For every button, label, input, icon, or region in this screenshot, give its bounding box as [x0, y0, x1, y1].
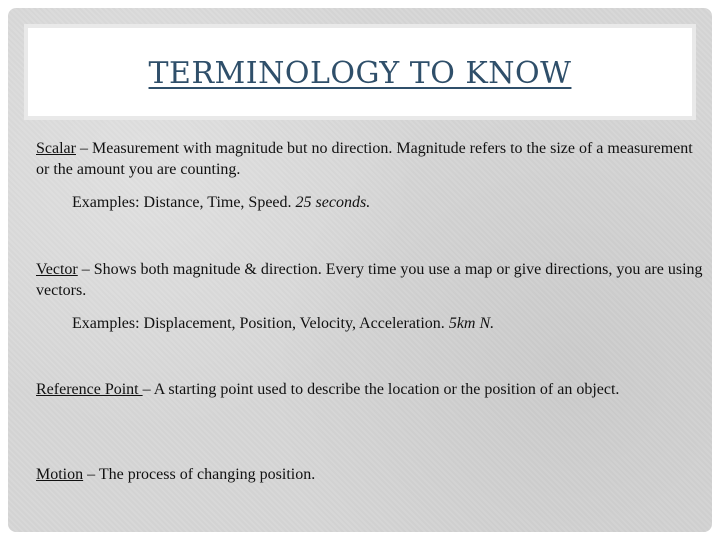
examples-scalar-italic: 25 seconds. [295, 194, 371, 211]
slide-background [8, 8, 712, 532]
definition-motion-text: – The process of changing position. [83, 466, 316, 483]
examples-vector-label: Examples: Displacement, Position, Velocity, Acceleration. [72, 315, 445, 332]
slide-title-text: TERMINOLOGY TO KNOW [148, 56, 572, 91]
term-motion: Motion [36, 466, 84, 483]
title-box [24, 24, 696, 120]
examples-vector [72, 315, 494, 333]
definition-vector-text: – Shows both magnitude & direction. Every time you use a map or give directions, you are using vectors. [36, 261, 703, 299]
term-scalar: Scalar [36, 140, 76, 157]
slide-title [28, 56, 692, 92]
definition-reference-point [36, 379, 704, 400]
definition-scalar-text: – Measurement with magnitude but no direction. Magnitude refers to the size of a measurement or the amount you are counting. [36, 140, 693, 178]
term-reference-point: Reference Point [36, 381, 143, 398]
term-vector: Vector [36, 261, 78, 278]
definition-reference-point-text: – A starting point used to describe the location or the position of an object. [142, 381, 620, 398]
examples-scalar [72, 194, 370, 212]
examples-scalar-label: Examples: Distance, Time, Speed. [72, 194, 292, 211]
definition-scalar [36, 138, 704, 180]
definition-vector [36, 259, 704, 301]
examples-vector-italic: 5km N. [448, 315, 495, 332]
definition-motion [36, 464, 704, 485]
